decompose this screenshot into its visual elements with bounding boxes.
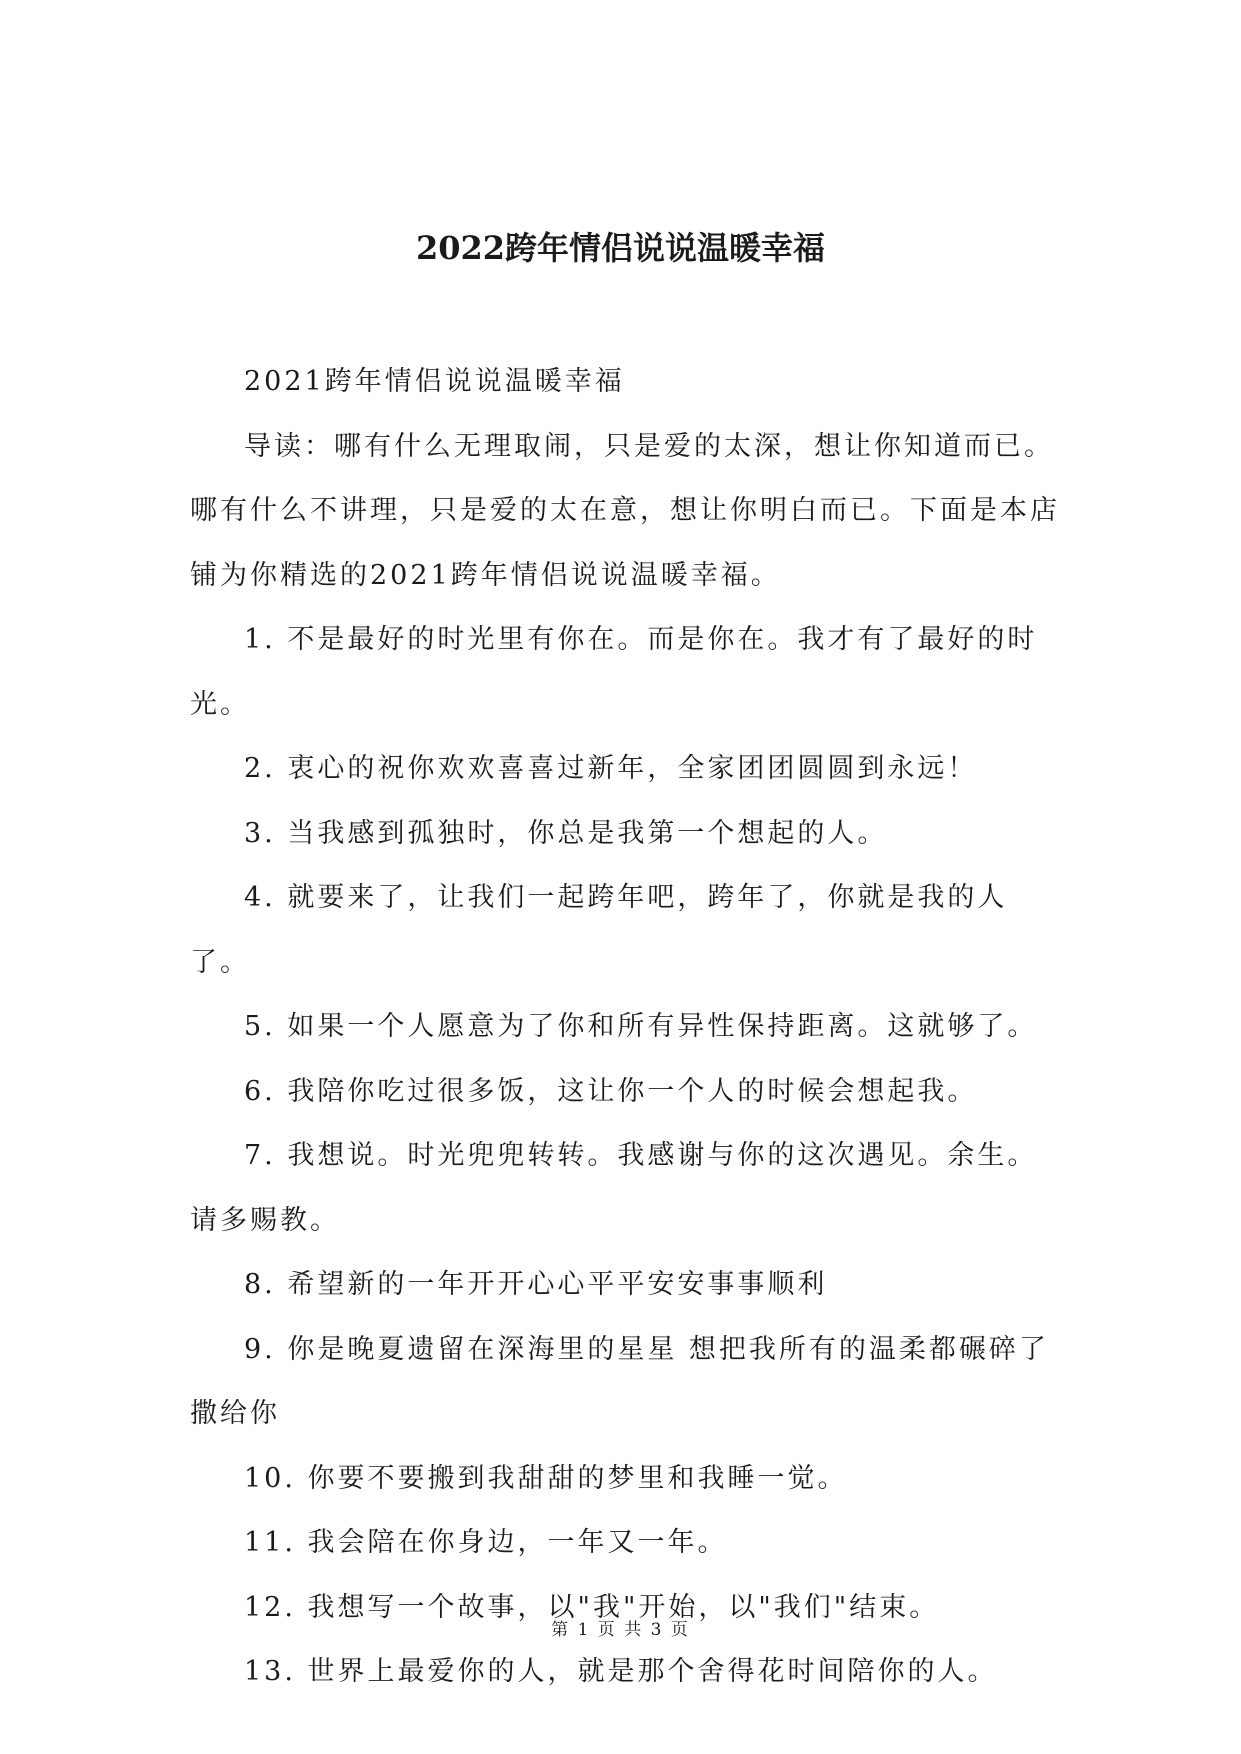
list-item: 2. 衷心的祝你欢欢喜喜过新年，全家团团圆圆到永远！ (244, 753, 978, 784)
list-item: 3. 当我感到孤独时，你总是我第一个想起的人。 (244, 817, 888, 849)
paragraph-intro: 导读：哪有什么无理取闹，只是爱的太深，想让你知道而已。哪有什么不讲理，只是爱的太在意，想让你明白而已。下面是本店铺为你精选的2021跨年情侣说说温暖幸福。 (190, 430, 1060, 591)
paragraph-subtitle: 2021跨年情侣说说温暖幸福 (244, 366, 625, 397)
list-item: 8. 希望新的一年开开心心平平安安事事顺利 (244, 1269, 828, 1300)
document-body (190, 350, 1065, 1705)
list-item: 6. 我陪你吃过很多饭，这让你一个人的时候会想起我。 (244, 1075, 978, 1107)
list-item: 12. 我想写一个故事，以"我"开始，以"我们"结束。 (244, 1591, 940, 1623)
list-item: 5. 如果一个人愿意为了你和所有异性保持距离。这就够了。 (244, 1011, 1038, 1042)
list-item: 7. 我想说。时光兜兜转转。我感谢与你的这次遇见。余生。请多赐教。 (190, 1140, 1038, 1236)
list-item: 13. 世界上最爱你的人，就是那个舍得花时间陪你的人。 (244, 1656, 998, 1687)
list-item: 4. 就要来了，让我们一起跨年吧，跨年了，你就是我的人了。 (190, 882, 1008, 978)
document-title: 2022跨年情侣说说温暖幸福 (415, 229, 826, 267)
list-item: 1. 不是最好的时光里有你在。而是你在。我才有了最好的时光。 (190, 624, 1038, 720)
page-footer: 第 1 页 共 3 页 (551, 1620, 690, 1640)
list-item: 9. 你是晚夏遗留在深海里的星星 想把我所有的温柔都碾碎了撒给你 (190, 1333, 1049, 1429)
list-item: 10. 你要不要搬到我甜甜的梦里和我睡一觉。 (244, 1462, 848, 1494)
list-item: 11. 我会陪在你身边，一年又一年。 (244, 1527, 728, 1558)
